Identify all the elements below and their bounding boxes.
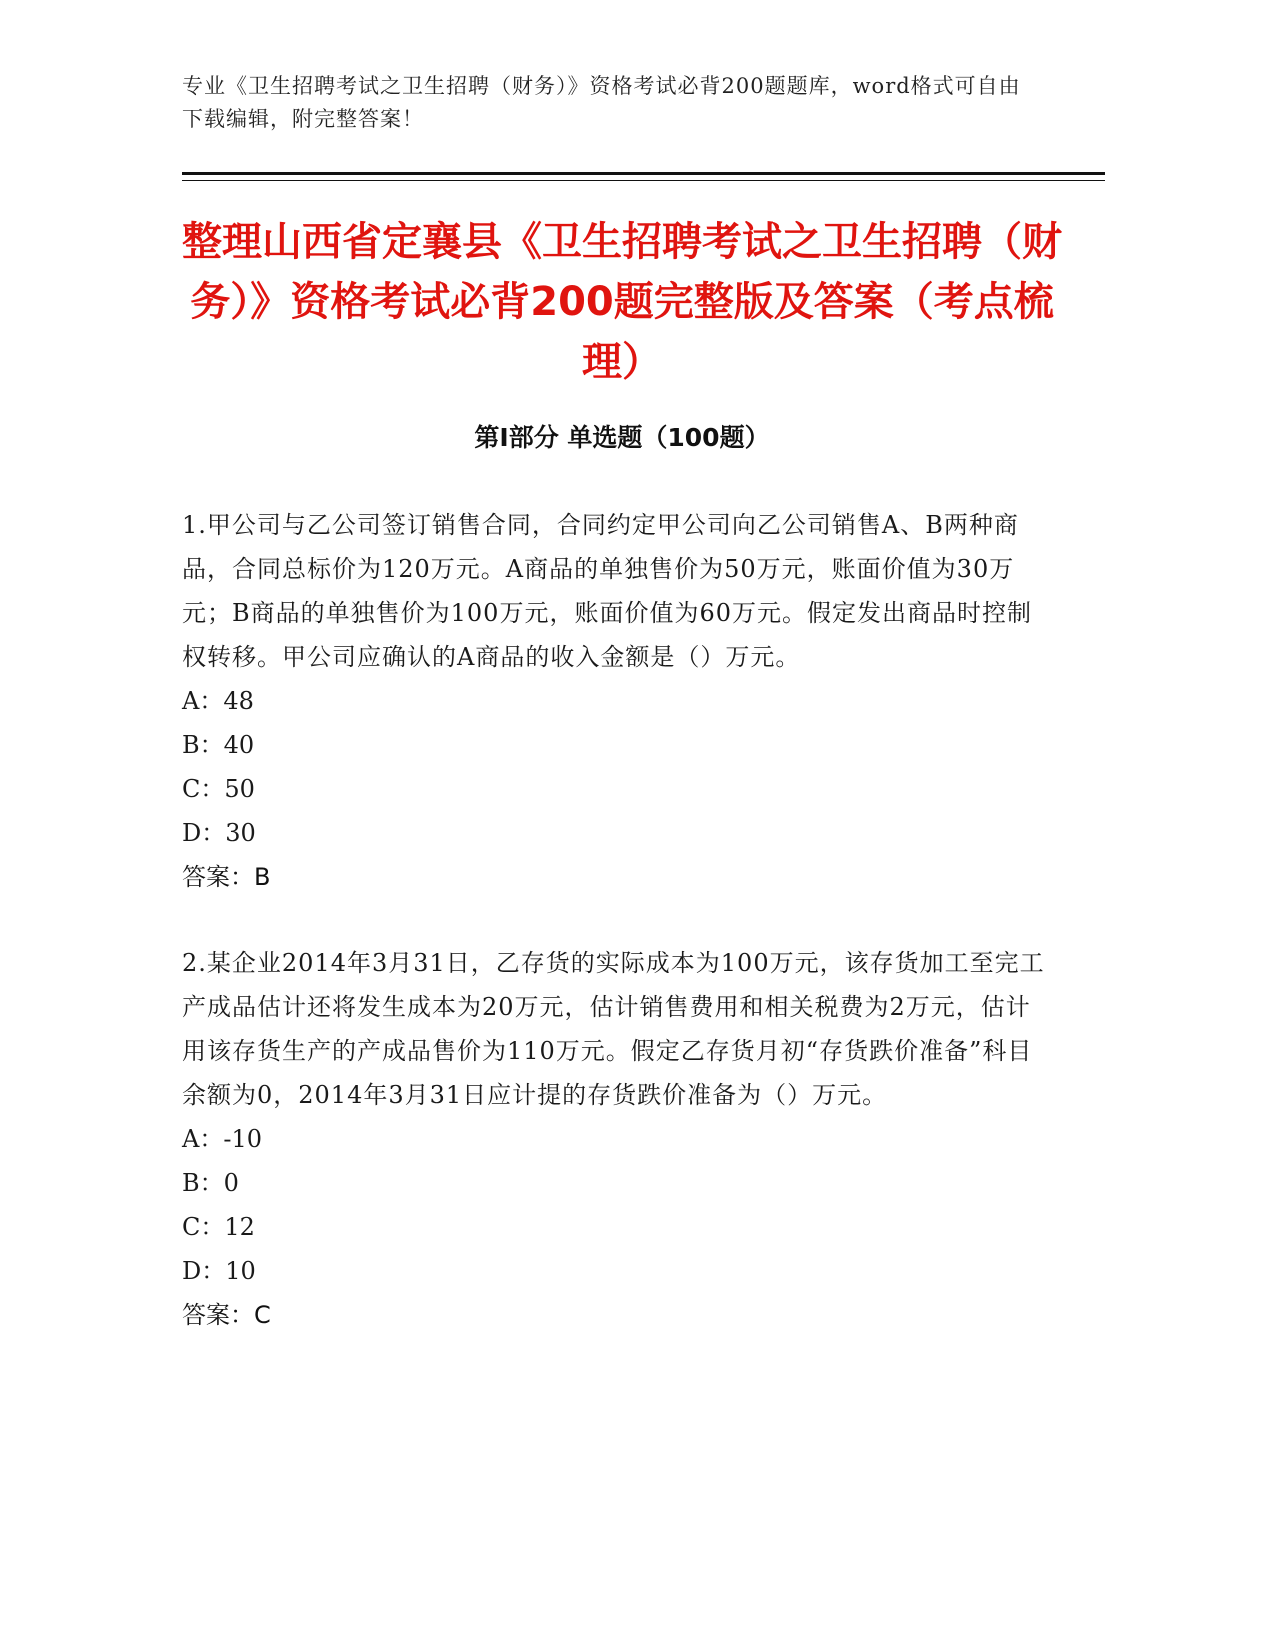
- option-c: [182, 767, 1052, 811]
- option-key: B：: [182, 1169, 224, 1197]
- answer-line: [182, 1293, 1052, 1337]
- option-text: 12: [224, 1213, 255, 1241]
- option-b: [182, 1161, 1052, 1205]
- question-1: [182, 503, 1052, 899]
- option-d: [182, 1249, 1052, 1293]
- header-rule-thick: [182, 172, 1105, 175]
- option-text: 0: [223, 1169, 239, 1197]
- option-key: C：: [182, 1213, 225, 1241]
- option-b: [182, 723, 1052, 767]
- answer-value: C: [254, 1301, 271, 1329]
- option-c: [182, 1205, 1052, 1249]
- option-a: [182, 679, 1052, 723]
- option-d: [182, 811, 1052, 855]
- header-note: 专业《卫生招聘考试之卫生招聘（财务）》资格考试必背200题题库，word格式可自由下载编辑，附完整答案！: [182, 74, 1021, 131]
- option-key: C：: [182, 775, 225, 803]
- option-text: 10: [225, 1257, 256, 1285]
- answer-label: 答案：: [182, 1301, 254, 1329]
- option-key: B：: [182, 731, 224, 759]
- option-text: 48: [223, 687, 254, 715]
- question-list: [182, 503, 1052, 1379]
- option-key: D：: [182, 1257, 226, 1285]
- option-text: 50: [224, 775, 255, 803]
- answer-label: 答案：: [182, 863, 254, 891]
- question-2: [182, 941, 1052, 1337]
- answer-line: [182, 855, 1052, 899]
- option-text: 30: [225, 819, 256, 847]
- section-title: 第I部分 单选题（100题）: [474, 423, 770, 452]
- document-title: 整理山西省定襄县《卫生招聘考试之卫生招聘（财务）》资格考试必背200题完整版及答案（考点梳理）: [182, 219, 1062, 385]
- question-stem: 1.甲公司与乙公司签订销售合同，合同约定甲公司向乙公司销售A、B两种商品，合同总标价为120万元。A商品的单独售价为50万元，账面价值为30万元；B商品的单独售价为100万元，账面价值为60万元。假定发出商品时控制权转移。甲公司应确认的A商品的收入金额是（）万元。: [182, 511, 1032, 671]
- option-a: [182, 1117, 1052, 1161]
- option-key: D：: [182, 819, 226, 847]
- header-rule-thin: [182, 180, 1105, 181]
- option-key: A：: [182, 687, 224, 715]
- option-text: 40: [223, 731, 255, 759]
- option-text: -10: [223, 1125, 262, 1153]
- option-key: A：: [182, 1125, 224, 1153]
- question-stem: 2.某企业2014年3月31日，乙存货的实际成本为100万元，该存货加工至完工产成品估计还将发生成本为20万元，估计销售费用和相关税费为2万元，估计用该存货生产的产成品售价为110万元。假定乙存货月初“存货跌价准备”科目余额为0，2014年3月31日应计提的存货跌价准备为（）万元。: [182, 949, 1045, 1109]
- answer-value: B: [254, 863, 271, 891]
